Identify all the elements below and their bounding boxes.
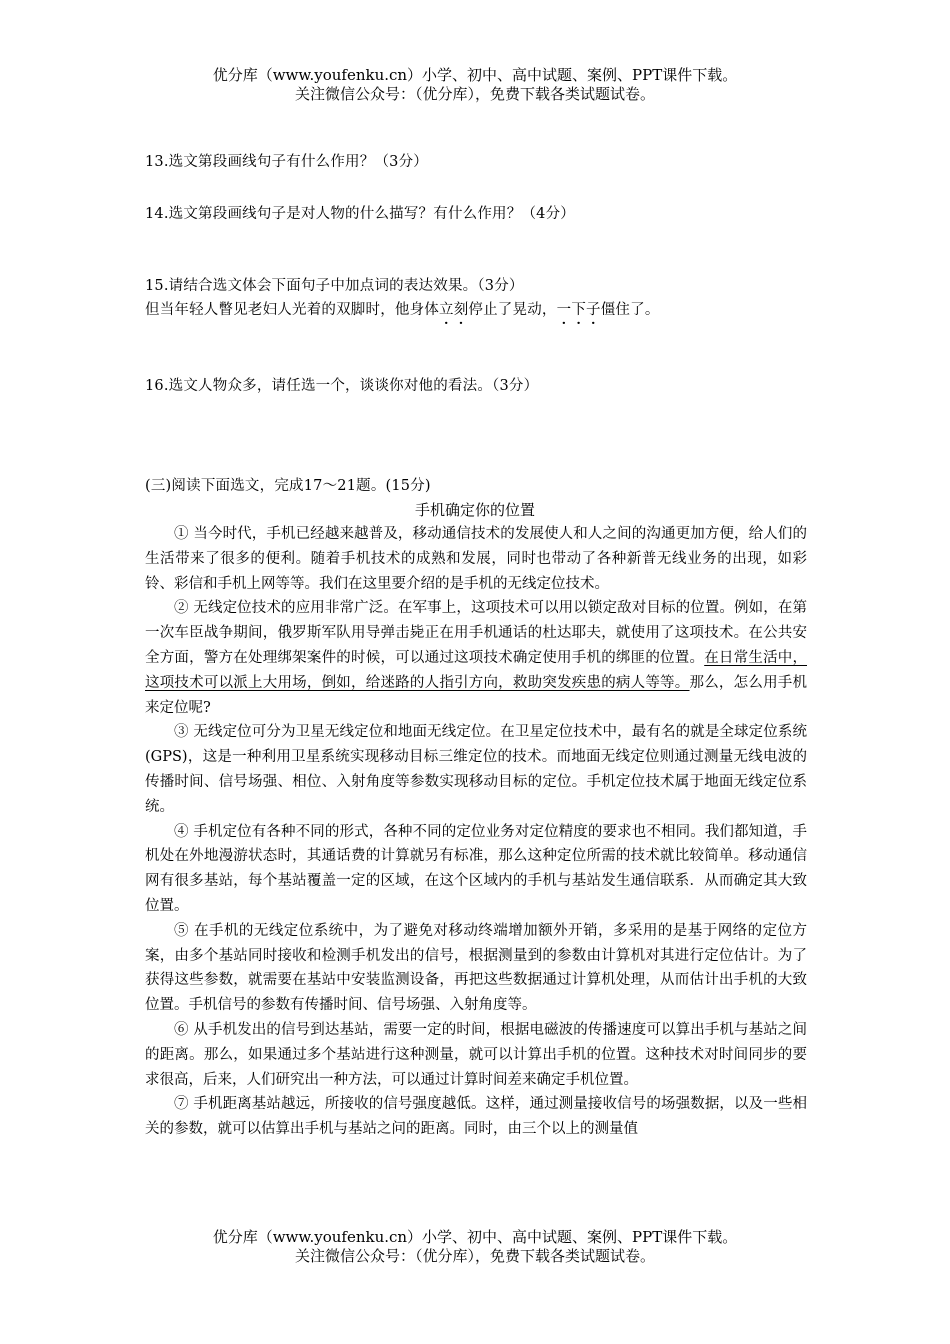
question-15: 15.请结合选文体会下面句子中加点词的表达效果。（3分） — [145, 278, 524, 294]
question-13: 13.选文第段画线句子有什么作用？（3分） — [145, 154, 428, 170]
header-line-2: 关注微信公众号：（优分库），免费下载各类试题试卷。 — [294, 85, 655, 103]
sentence-part-2: 停止了晃动， — [468, 302, 557, 318]
paragraph-5: ⑤ 在手机的无线定位系统中，为了避免对移动终端增加额外开销，多采用的是基于网络的定位方案，由多个基站同时接收和检测手机发出的信号，根据测量到的参数由计算机对其进行定位估计。为了获得这些参数，就需要在基站中安装监测设备，再把这些数据通过计算机处理，从而估计出手机的大致位置。手机信号的参数有传播时间、信号场强、入射角度等。 — [145, 922, 807, 1014]
article-title: 手机确定你的位置 — [414, 501, 535, 519]
sentence-part-3: 僵住了。 — [600, 302, 660, 318]
footer-line-1: 优分库（www.youfenku.cn）小学、初中、高中试题、案例、PPT课件下载。 — [212, 1228, 738, 1246]
paragraph-6: ⑥ 从手机发出的信号到达基站，需要一定的时间，根据电磁波的传播速度可以算出手机与基站之间的距离。那么，如果通过多个基站进行这种测量，就可以计算出手机的位置。这种技术对时间同步的要求很高，后来，人们研究出一种方法，可以通过计算时间差来确定手机位置。 — [145, 1021, 807, 1088]
question-14: 14.选文第段画线句子是对人物的什么描写？有什么作用？（4分） — [145, 206, 575, 222]
section-3-intro: (三)阅读下面选文，完成17～21题。(15分) — [145, 478, 431, 494]
page-header — [0, 66, 950, 104]
underlined-sentence: 在日常生活中，这项技术可以派上大用场，倒如，给迷路的人指引方向，救助突发疾患的病人等等。 — [145, 649, 807, 691]
paragraph-7: ⑦ 手机距离基站越远，所接收的信号强度越低。这样，通过测量接收信号的场强数据，以及一些相关的参数，就可以估算出手机与基站之问的距离。同时，由三个以上的测量值 — [145, 1096, 807, 1138]
paragraph-1: ① 当今时代，手机已经越来越普及，移动通信技术的发展使人和人之间的沟通更加方便，给人们的生活带来了很多的便利。随着手机技术的成熟和发展，同时也带动了各种新普无线业务的出现，如彩铃、彩信和手机上网等等。我们在这里要介绍的是手机的无线定位技术。 — [145, 526, 807, 592]
paragraph-4: ④ 手机定位有各种不同的形式，各种不同的定位业务对定位精度的要求也不相同。我们都知道，手机处在外地漫游状态时，其通话费的计算就另有标准，那么这种定位所需的技术就比较简单。移动通信网有很多基站，每个基站覆盖一定的区域，在这个区域内的手机与基站发生通信联系．从而确定其大致位置。 — [145, 823, 807, 914]
dotted-word-1: 立刻 — [439, 302, 469, 318]
article-body — [145, 522, 807, 1142]
page-footer — [0, 1228, 950, 1266]
paragraph-2-text: ② 无线定位技术的应用非常广泛。在军事上，这项技术可以用以锁定敌对目标的位置。例如，在第一次车臣战争期间，俄罗斯军队用导弹击毙正在用手机通话的杜达耶夫，就使用了这项技术。在公共安全方面，警方在处理绑架案件的时候，可以通过这项技术确定使用手机的绑匪的位置。 — [145, 600, 807, 666]
question-15-sentence — [145, 298, 810, 319]
question-16: 16.选文人物众多，请任选一个，谈谈你对他的看法。（3分） — [145, 378, 539, 394]
paragraph-2 — [145, 596, 807, 720]
paragraph-3: ③ 无线定位可分为卫星无线定位和地面无线定位。在卫星定位技术中，最有名的就是全球定位系统(GPS)，这是一种利用卫星系统实现移动目标三维定位的技术。而地面无线定位则通过测量无线电波的传播时间、信号场强、相位、入射角度等参数实现移动目标的定位。手机定位技术属于地面无线定位系统。 — [145, 724, 807, 815]
footer-line-2: 关注微信公众号：（优分库），免费下载各类试题试卷。 — [294, 1247, 655, 1265]
dotted-word-2: 一下子 — [556, 302, 601, 318]
sentence-part-1: 但当年轻人瞥见老妇人光着的双脚时，他身体 — [145, 302, 439, 318]
header-line-1: 优分库（www.youfenku.cn）小学、初中、高中试题、案例、PPT课件下载。 — [212, 66, 738, 84]
paragraph-2-tail: 那么，怎么用手机来定位呢? — [145, 674, 808, 716]
